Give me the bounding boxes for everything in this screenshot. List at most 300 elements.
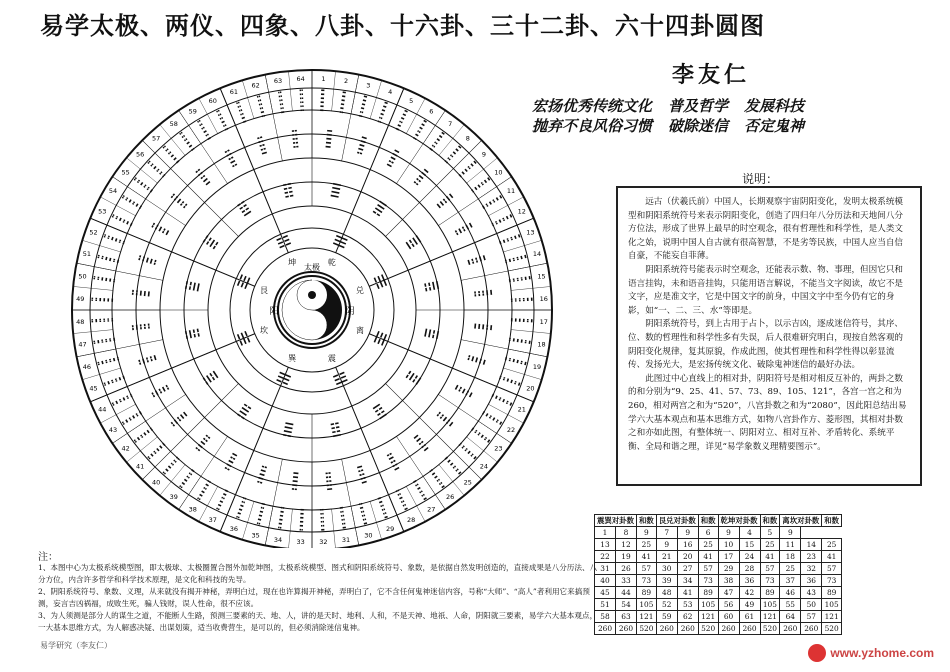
diagram-spoke [370, 80, 382, 118]
yin-line-mark [425, 283, 426, 286]
hexagram-number-label: 30 [364, 531, 373, 540]
yang-line-mark [184, 479, 187, 481]
yin-line-mark [415, 139, 416, 140]
yin-line-mark [260, 482, 262, 483]
table-cell: 51 [595, 599, 616, 611]
table-cell: 62 [677, 611, 698, 623]
yin-line-mark [360, 475, 362, 476]
yin-line-mark [442, 415, 443, 417]
yin-line-mark [164, 175, 165, 176]
yang-line-mark [430, 148, 433, 150]
yang-line-mark [194, 283, 196, 291]
table-cell: 20 [677, 551, 698, 563]
yin-line-mark [396, 491, 397, 492]
yang-line-mark [262, 152, 267, 153]
yin-line-mark [157, 170, 158, 171]
yin-line-mark [225, 129, 226, 130]
hexagram-number-label: 43 [108, 425, 118, 434]
yang-line-mark [493, 418, 495, 421]
yin-line-mark [412, 244, 414, 247]
yin-line-mark [134, 202, 135, 203]
yin-line-mark [405, 505, 406, 506]
hexagram-number-label: 46 [82, 362, 92, 371]
table-header: 震巽对卦数 [595, 515, 637, 527]
yang-line-mark [484, 360, 485, 365]
yin-line-mark [208, 481, 209, 482]
yang-line-mark [410, 373, 414, 380]
yin-line-mark [477, 260, 478, 262]
yin-line-mark [206, 440, 208, 441]
yin-line-mark [198, 174, 200, 175]
yin-line-mark [206, 382, 208, 385]
yang-line-mark [189, 145, 192, 147]
yin-line-mark [229, 158, 231, 159]
table-cell: 50 [801, 599, 822, 611]
yang-line-mark [203, 179, 207, 182]
yang-line-mark [393, 154, 397, 156]
yang-line-mark [259, 478, 264, 479]
table-cell: 11 [780, 539, 801, 551]
yin-line-mark [198, 333, 199, 336]
yin-line-mark [168, 153, 169, 154]
yin-line-mark [449, 159, 450, 160]
yin-line-mark [422, 446, 424, 447]
yang-line-mark [417, 438, 421, 441]
table-cell: 260 [801, 623, 822, 635]
yang-line-mark [336, 380, 347, 385]
table-cell: 27 [677, 563, 698, 575]
yin-line-mark [153, 223, 154, 225]
yang-line-mark [499, 220, 500, 223]
hexagram-number-label: 37 [208, 516, 217, 525]
yin-line-mark [457, 469, 458, 470]
table-cell: 73 [760, 575, 780, 587]
hexagram-number-label: 50 [78, 272, 87, 281]
yin-line-mark [113, 214, 114, 215]
yang-line-mark [220, 501, 223, 502]
diagram-spoke [126, 158, 157, 183]
yang-line-mark [374, 331, 379, 342]
hexagram-number-label: 18 [537, 340, 546, 349]
yang-line-mark [133, 416, 135, 419]
hexagram-number-label: 54 [108, 187, 118, 196]
diagram-spoke [332, 71, 336, 111]
yang-line-mark [284, 431, 292, 433]
yin-line-mark [265, 467, 267, 468]
hexagram-number-label: 27 [427, 505, 436, 514]
yin-line-mark [194, 329, 195, 332]
yang-line-mark [260, 474, 265, 475]
yang-line-mark [419, 175, 423, 178]
yin-line-mark [286, 243, 291, 245]
diagram-spoke [160, 124, 185, 155]
yang-line-mark [437, 281, 439, 289]
yang-line-mark [375, 208, 382, 212]
yin-line-mark [460, 443, 461, 444]
yin-line-mark [139, 360, 140, 362]
hexagram-number-label: 42 [121, 444, 130, 453]
yang-line-mark [140, 411, 142, 414]
yang-line-mark [114, 358, 115, 361]
yin-line-mark [139, 258, 140, 260]
footnote-label: 注： [38, 552, 58, 563]
table-cell: 57 [822, 563, 842, 575]
yin-line-mark [262, 466, 264, 467]
yin-line-mark [141, 435, 142, 436]
yang-line-mark [445, 457, 447, 459]
table-cell: 25 [698, 539, 718, 551]
yin-line-mark [332, 432, 335, 433]
table-cell: 25 [780, 563, 801, 575]
yang-line-mark [285, 427, 293, 429]
yin-line-mark [456, 470, 457, 471]
table-cell: 32 [801, 563, 822, 575]
yin-line-mark [469, 355, 470, 357]
table-row [595, 611, 842, 623]
yang-line-mark [382, 110, 385, 111]
yin-line-mark [150, 428, 151, 429]
yang-line-mark [440, 201, 443, 205]
yin-line-mark [445, 201, 446, 203]
yang-line-mark [475, 187, 477, 190]
yin-line-mark [225, 151, 227, 152]
yin-line-mark [136, 414, 137, 415]
yang-line-mark [222, 121, 225, 122]
yin-line-mark [200, 125, 201, 126]
diagram-spoke [112, 177, 145, 199]
yin-line-mark [140, 363, 141, 365]
yin-line-mark [500, 397, 501, 398]
yin-line-mark [381, 411, 384, 413]
yin-line-mark [147, 358, 148, 360]
yin-line-mark [218, 509, 219, 510]
table-cell: 48 [656, 587, 677, 599]
notes-paragraph: 此图过中心直线上的相对卦，阴阳符号是相对相反互补的，两卦之数的和分别为“9、25、41、57、73、89、105、121”，各宫一宫之和为260，相对两宫之和为“520”，八宫卦数之和为“2080”，因此阳总结出易学六大基本观点和基本思维方式，如物八宫卦作方、菱形图，其相对卦数之和亦如此图，有整体统一、阴阳对立、相对互补、矛盾转化、系统平衡、全局和谐之理，详见“易学象数义理精要图示”。 [628, 373, 907, 452]
yin-line-mark [223, 126, 224, 127]
yang-line-mark [123, 376, 124, 379]
yin-line-mark [190, 282, 191, 285]
footnote-item: 1、本图中心为太极系统模型图，即太极球、太极圈置合图外加乾坤图，太极系统模型、图式和阴阳系统符号、象数，是依据自然发明创造的，直接成果是八分历法、八分方位，内含许多哲学和科学技术原理，是文化和科技的先导。 [38, 563, 598, 584]
yang-line-mark [150, 190, 152, 193]
yin-line-mark [144, 257, 145, 259]
yang-line-mark [406, 242, 410, 249]
yin-line-mark [122, 422, 123, 423]
hexagram-number-label: 8 [465, 134, 470, 143]
table-cell: 6 [698, 527, 718, 539]
yin-line-mark [142, 436, 143, 437]
yang-line-mark [141, 182, 143, 185]
table-cell: 121 [760, 611, 780, 623]
table-row [595, 599, 842, 611]
hexagram-number-label: 39 [169, 492, 178, 501]
yang-line-mark [474, 161, 476, 163]
yin-line-mark [473, 191, 474, 192]
table-cell: 30 [656, 563, 677, 575]
yang-line-mark [437, 139, 440, 141]
yin-line-mark [225, 125, 226, 126]
yang-line-mark [507, 216, 508, 219]
yin-line-mark [209, 238, 211, 241]
yin-line-mark [437, 414, 438, 416]
yang-line-mark [260, 511, 263, 512]
table-row [595, 563, 842, 575]
table-cell: 13 [595, 539, 616, 551]
yang-line-mark [521, 256, 522, 259]
yin-line-mark [392, 162, 394, 163]
yin-line-mark [156, 227, 157, 229]
hexagram-number-label: 28 [407, 516, 416, 525]
yin-line-mark [280, 246, 285, 248]
yin-line-mark [220, 114, 221, 115]
yin-line-mark [227, 469, 229, 470]
yang-line-mark [416, 378, 420, 385]
yin-line-mark [499, 399, 500, 400]
yang-line-mark [285, 423, 293, 425]
yin-line-mark [457, 233, 458, 235]
table-cell: 73 [698, 575, 718, 587]
yang-line-mark [456, 149, 458, 151]
yin-line-mark [167, 149, 168, 150]
yang-line-mark [481, 435, 483, 438]
table-cell: 49 [739, 599, 760, 611]
yang-line-mark [448, 460, 450, 462]
yang-line-mark [435, 476, 438, 478]
yin-line-mark [446, 162, 447, 163]
yin-line-mark [248, 407, 251, 409]
yin-line-mark [493, 200, 494, 201]
yang-line-mark [459, 146, 461, 148]
yin-line-mark [415, 376, 417, 379]
yang-line-mark [364, 523, 367, 524]
yang-line-mark [391, 157, 395, 159]
yang-line-mark [476, 358, 477, 363]
hexagram-number-label: 34 [273, 535, 283, 544]
yang-line-mark [261, 112, 264, 113]
yin-line-mark [193, 148, 194, 149]
yin-line-mark [390, 453, 392, 454]
table-cell: 41 [822, 551, 842, 563]
yin-line-mark [216, 508, 217, 509]
table-row [595, 587, 842, 599]
yin-line-mark [206, 135, 207, 136]
table-cell: 45 [595, 587, 616, 599]
yin-line-mark [475, 432, 476, 433]
yin-line-mark [431, 470, 432, 471]
yang-line-mark [163, 387, 165, 391]
yin-line-mark [399, 494, 400, 495]
yin-line-mark [238, 334, 240, 339]
yin-line-mark [476, 258, 477, 260]
yin-line-mark [241, 201, 244, 203]
table-cell: 63 [615, 611, 636, 623]
table-cell: 54 [615, 599, 636, 611]
yin-line-mark [192, 150, 193, 151]
yin-line-mark [289, 192, 292, 193]
yin-line-mark [261, 141, 263, 142]
table-cell: 22 [595, 551, 616, 563]
hexagram-number-label: 15 [537, 272, 546, 281]
yin-line-mark [152, 429, 153, 430]
yin-line-mark [184, 206, 185, 208]
yang-line-mark [131, 223, 132, 226]
table-cell: 520 [698, 623, 718, 635]
yin-line-mark [469, 168, 470, 169]
yang-line-mark [413, 238, 417, 245]
table-cell: 9 [656, 539, 677, 551]
yin-line-mark [261, 149, 263, 150]
yin-line-mark [401, 122, 402, 123]
diagram-spoke [142, 140, 170, 168]
yin-line-mark [361, 479, 363, 480]
yang-line-mark [472, 356, 473, 361]
yin-line-mark [426, 288, 427, 291]
yin-line-mark [151, 356, 152, 358]
yang-line-mark [383, 106, 386, 107]
yin-line-mark [446, 422, 447, 424]
table-cell: 260 [656, 623, 677, 635]
yang-line-mark [166, 230, 168, 234]
yin-line-mark [459, 444, 460, 445]
yin-line-mark [438, 479, 439, 480]
table-cell: 105 [636, 599, 656, 611]
table-cell: 37 [780, 575, 801, 587]
table-cell: 58 [595, 611, 616, 623]
yang-line-mark [144, 433, 146, 436]
yin-line-mark [381, 333, 383, 338]
yin-line-mark [112, 216, 113, 217]
yang-line-mark [488, 440, 490, 443]
yin-line-mark [151, 359, 152, 361]
yin-line-mark [218, 110, 219, 111]
hexagram-number-label: 58 [169, 120, 178, 129]
yin-line-mark [464, 229, 465, 231]
yin-line-mark [468, 358, 469, 360]
diagram-spoke [511, 330, 551, 334]
yin-line-mark [333, 375, 338, 377]
yang-line-mark [395, 468, 399, 470]
table-row [595, 575, 842, 587]
yang-line-mark [396, 129, 399, 130]
yang-line-mark [455, 385, 457, 389]
yin-line-mark [173, 194, 174, 196]
table-cell: 41 [698, 551, 718, 563]
yin-line-mark [148, 187, 149, 188]
yang-line-mark [432, 473, 435, 475]
notes-heading: 说明： [742, 172, 779, 186]
yin-line-mark [126, 199, 127, 200]
table-cell: 42 [739, 587, 760, 599]
table-cell: 9 [677, 527, 698, 539]
yin-line-mark [413, 138, 414, 139]
yang-line-mark [513, 359, 514, 362]
table-cell: 53 [677, 599, 698, 611]
yang-line-mark [395, 150, 399, 152]
table-cell: 28 [739, 563, 760, 575]
yin-line-mark [202, 128, 203, 129]
yang-line-mark [382, 275, 387, 286]
trigram-name-label: 乾 [327, 257, 336, 267]
yang-line-mark [116, 401, 117, 404]
yang-line-mark [442, 486, 445, 488]
table-cell: 520 [822, 623, 842, 635]
yang-line-mark [389, 457, 393, 459]
yang-line-mark [190, 330, 192, 338]
table-cell: 1 [595, 527, 616, 539]
yin-line-mark [260, 146, 262, 147]
yin-line-mark [227, 129, 228, 130]
yin-line-mark [158, 169, 159, 170]
yin-line-mark [496, 421, 497, 422]
yin-line-mark [209, 482, 210, 483]
yin-line-mark [232, 166, 234, 167]
yin-line-mark [361, 470, 363, 471]
yin-line-mark [199, 499, 200, 500]
yin-line-mark [163, 231, 164, 233]
yang-line-mark [470, 393, 472, 397]
yin-line-mark [124, 220, 125, 221]
yin-line-mark [448, 420, 449, 422]
table-cell: 23 [801, 551, 822, 563]
yang-line-mark [424, 169, 428, 172]
yin-line-mark [163, 176, 164, 177]
yang-line-mark [437, 204, 440, 208]
yang-line-mark [171, 155, 173, 157]
table-row [595, 539, 842, 551]
yin-line-mark [335, 379, 340, 381]
yin-line-mark [134, 179, 135, 180]
table-cell: 36 [739, 575, 760, 587]
yin-line-mark [227, 155, 229, 156]
footnote-item: 2、阴阳系统符号、象数、义理，从来就没有揭开神秘，弄明白过，现在也许算揭开神秘，弄明白了，它不含任何鬼神迷信内容，号称“大师”、“高人”者利用它来搞预测，妄言吉凶祸福，成败生死，骗人钱财，误人性命，很不应该。 [38, 587, 590, 608]
yin-line-mark [220, 118, 221, 119]
yin-line-mark [395, 464, 397, 465]
table-cell: 31 [595, 563, 616, 575]
yin-line-mark [290, 195, 293, 196]
yin-line-mark [377, 214, 380, 216]
yang-line-mark [177, 199, 180, 203]
yin-line-mark [248, 338, 250, 343]
yin-line-mark [472, 190, 473, 191]
yin-line-mark [201, 177, 203, 178]
table-cell: 36 [801, 575, 822, 587]
yin-line-mark [284, 188, 287, 189]
notes-paragraph: 阴阳系统符号能表示时空观念，还能表示数、物、事理，但因它只和语言挂钩，未和语音挂钩，只能用语言解说，不能当文字阅读，故它不是文字，应是准文字，它是中国文字的前身，中国文字中至今仍有它的身影，如“一、二、三、水”等即是。 [628, 264, 904, 316]
diagram-spoke [77, 349, 116, 357]
yin-line-mark [399, 121, 400, 122]
table-cell: 9 [718, 527, 739, 539]
yin-line-mark [196, 448, 198, 449]
table-cell: 9 [636, 527, 656, 539]
yang-line-mark [159, 227, 161, 231]
yang-line-mark [382, 334, 387, 345]
yin-line-mark [188, 477, 189, 478]
yin-line-mark [120, 401, 121, 402]
yin-line-mark [435, 142, 436, 143]
yin-line-mark [494, 201, 495, 202]
table-cell: 46 [780, 587, 801, 599]
yin-line-mark [135, 178, 136, 179]
yin-line-mark [391, 462, 393, 463]
yin-line-mark [463, 227, 464, 229]
yin-line-mark [257, 138, 259, 139]
yang-line-mark [213, 371, 217, 378]
yin-line-mark [187, 336, 188, 339]
site-watermark [808, 644, 934, 662]
trigram-name-label: 兑 [356, 286, 365, 296]
yang-line-mark [496, 396, 497, 399]
hexagram-number-label: 35 [251, 531, 260, 540]
yin-line-mark [174, 460, 175, 461]
